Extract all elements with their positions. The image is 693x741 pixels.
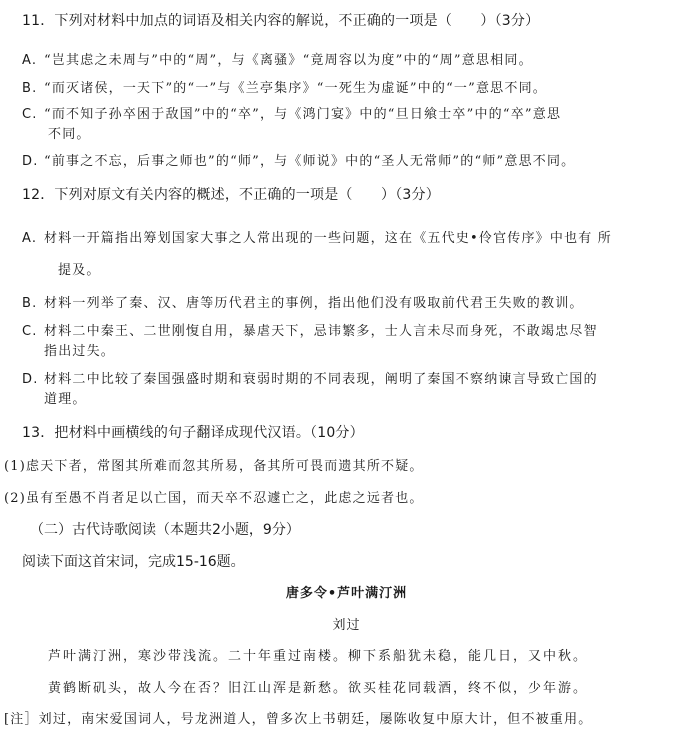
option-text: 材料二中秦王、二世刚愎自用，暴虐天下，忌讳繁多，士人言未尽而身死，不敢竭忠尽智 [44, 324, 598, 339]
q11-stem: 11．下列对材料中加点的词语及相关内容的解说，不正确的一项是（ ）（3分） [22, 13, 540, 29]
q13-stem: 13．把材料中画横线的句子翻译成现代汉语。（10分） [22, 425, 364, 441]
option-label: C. [22, 324, 38, 339]
option-text: “岂其虑之未周与”中的“周”，与《离骚》“竟周容以为度”中的“周”意思相同。 [44, 53, 533, 68]
q11-option-c-cont: 不同。 [48, 127, 91, 142]
option-label: A. [22, 53, 38, 68]
q12-option-c [22, 323, 598, 341]
q13-item-1: (1)虑天下者，常图其所难而忽其所易，备其所可畏而遗其所不疑。 [4, 459, 424, 474]
option-text: 材料一列举了秦、汉、唐等历代君主的事例，指出他们没有吸取前代君王失败的教训。 [44, 296, 584, 311]
poem-title: 唐多令•芦叶满汀洲 [285, 586, 408, 601]
q11-option-b [22, 80, 547, 98]
q12-option-b [22, 295, 584, 313]
q12-option-a-cont: 提及。 [58, 263, 101, 278]
option-text: “而不知子孙卒困于敌国”中的“卒”，与《鸿门宴》中的“旦日飨士卒”中的“卒”意思 [44, 107, 562, 122]
poem-author: 刘过 [332, 618, 361, 633]
q12-stem: 12．下列对原文有关内容的概述，不正确的一项是（ ）（3分） [22, 187, 440, 203]
q11-option-d [22, 153, 575, 171]
q12-option-d [22, 371, 598, 389]
poem-line-2: 黄鹤断矶头，故人今在否？旧江山浑是新愁。欲买桂花同载酒，终不似，少年游。 [48, 681, 589, 696]
q12-option-d-cont: 道理。 [44, 392, 87, 407]
q12-option-a [22, 230, 612, 248]
section-heading: （二）古代诗歌阅读（本题共2小题，9分） [30, 522, 300, 538]
option-label: D. [22, 372, 39, 387]
q11-option-a [22, 52, 533, 70]
option-text: “而灭诸侯，一天下”的“一”与《兰亭集序》“一死生为虚诞”中的“一”意思不同。 [44, 81, 547, 96]
section-instruction: 阅读下面这首宋词，完成15-16题。 [22, 554, 245, 570]
q11-option-c [22, 106, 561, 124]
q13-item-2: (2)虽有至愚不肖者足以亡国，而天卒不忍遽亡之，此虑之远者也。 [4, 491, 424, 506]
option-label: B. [22, 81, 38, 96]
q12-option-c-cont: 指出过失。 [44, 344, 116, 359]
poem-note: [注］刘过，南宋爱国词人，号龙洲道人，曾多次上书朝廷，屡陈收复中原大计，但不被重用。 [4, 712, 593, 727]
poem-line-1: 芦叶满汀洲，寒沙带浅流。二十年重过南楼。柳下系船犹未稳，能几日，又中秋。 [48, 649, 589, 664]
option-text: 材料一开篇指出筹划国家大事之人常出现的一些问题，这在《五代史•伶官传序》中也有 所 [44, 231, 613, 246]
option-label: B. [22, 296, 38, 311]
option-label: D. [22, 154, 39, 169]
option-label: A. [22, 231, 38, 246]
option-text: “前事之不忘，后事之师也”的“师”，与《师说》中的“圣人无常师”的“师”意思不同。 [44, 154, 576, 169]
option-text: 材料二中比较了秦国强盛时期和衰弱时期的不同表现，阐明了秦国不察纳谏言导致亡国的 [44, 372, 598, 387]
option-label: C. [22, 107, 38, 122]
